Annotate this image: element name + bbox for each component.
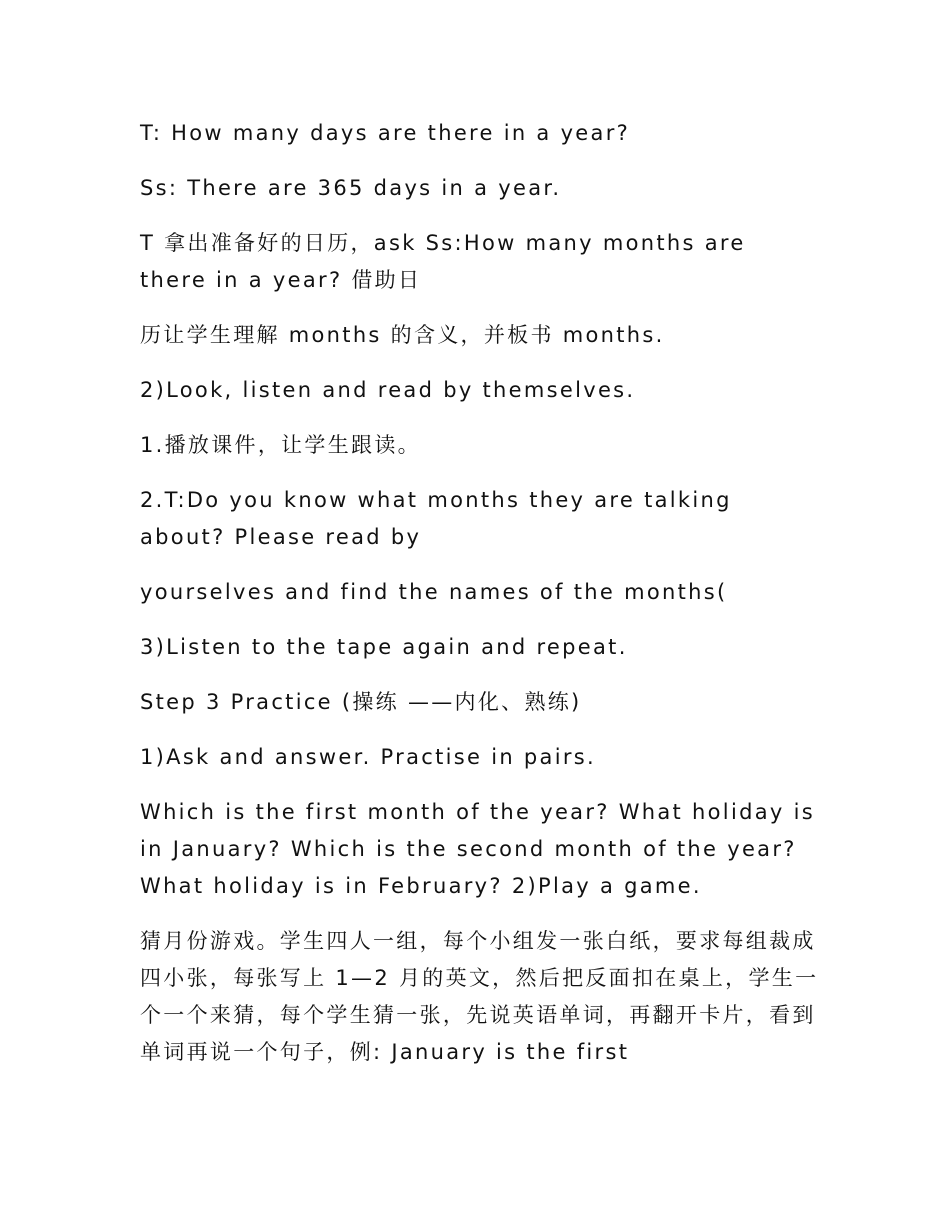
document-body <box>140 115 820 1089</box>
paragraph: T: How many days are there in a year? <box>140 121 631 145</box>
paragraph: 2.T:Do you know what months they are talking about? Please read by <box>140 488 732 549</box>
paragraph: 2)Look, listen and read by themselves. <box>140 378 636 402</box>
section-heading: Step 3 Practice (操练 ——内化、熟练) <box>140 690 582 714</box>
paragraph: 1.播放课件，让学生跟读。 <box>140 433 421 457</box>
paragraph: T 拿出准备好的日历，ask Ss:How many months are there in a year? 借助日 <box>140 231 746 292</box>
paragraph: 猜月份游戏。学生四人一组，每个小组发一张白纸，要求每组裁成四小张，每张写上 1—2 月的英文，然后把反面扣在桌上，学生一个一个来猜，每个学生猜一张，先说英语单词，再翻开卡片，看到单词再说一个句子，例: January is the first <box>140 929 819 1064</box>
paragraph: Ss: There are 365 days in a year. <box>140 176 562 200</box>
paragraph: Which is the first month of the year? What holiday is in January? Which is the second month of the year? What holiday is in February? 2)Play a game. <box>140 800 815 898</box>
paragraph: 3)Listen to the tape again and repeat. <box>140 635 628 659</box>
paragraph: 历让学生理解 months 的含义，并板书 months. <box>140 323 665 347</box>
paragraph: 1)Ask and answer. Practise in pairs. <box>140 745 597 769</box>
paragraph: yourselves and find the names of the months( <box>140 580 728 604</box>
